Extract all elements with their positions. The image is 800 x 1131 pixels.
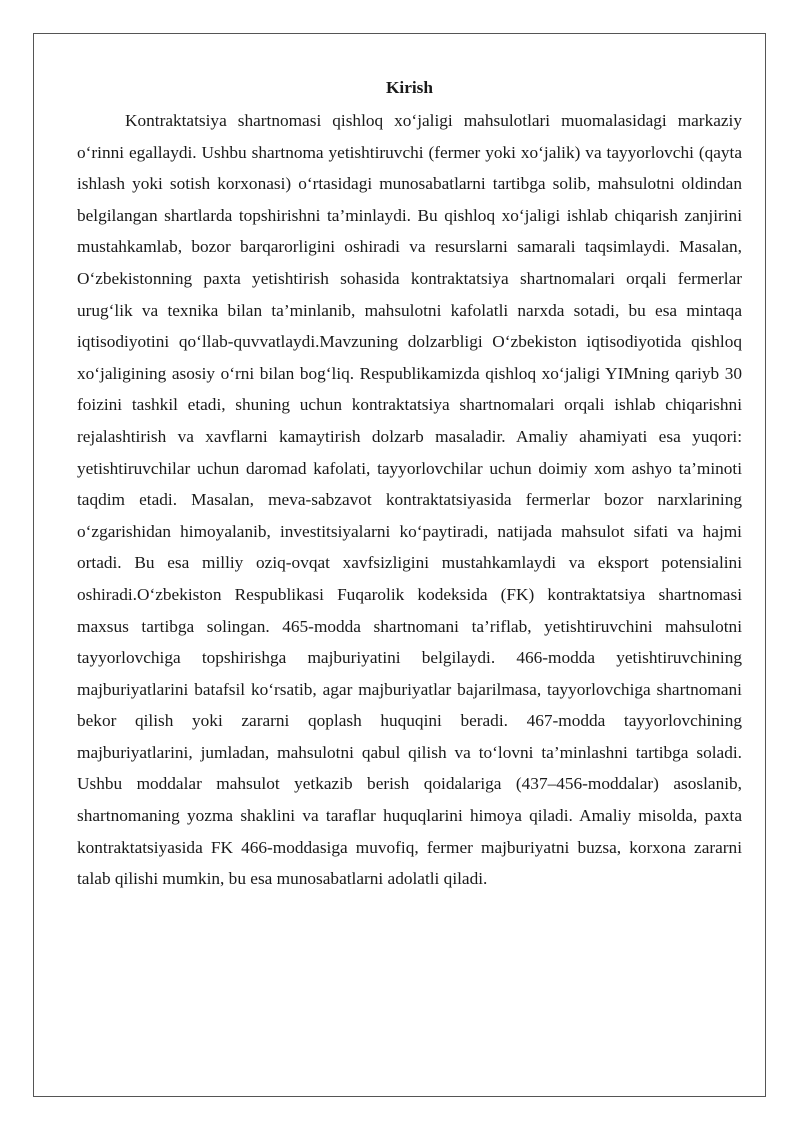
document-title: Kirish xyxy=(385,78,434,97)
body-paragraph: Kontraktatsiya shartnomasi qishloq xo‘jaligi mahsulotlari muomalasidagi markaziy o‘rinni egallaydi. Ushbu shartnoma yetishtiruvchi (fermer yoki xo‘jalik) va tayyorlovchi (qayta ishlash yoki sotish korxonasi) o‘rtasidagi munosabatlarni tartibga solib, mahsulotni oldindan belgilangan shartlarda topshirishni ta’minlaydi. Bu qishloq xo‘jaligi ishlab chiqarish zanjirini mustahkamlab, bozor barqarorligini oshiradi va resurslarni samarali taqsimlaydi. Masalan, O‘zbekistonning paxta yetishtirish sohasida kontraktatsiya shartnomalari orqali fermerlar urug‘lik va texnika bilan ta’minlanib, mahsulotni kafolatli narxda sotadi, bu esa mintaqa iqtisodiyotini qo‘llab-quvvatlaydi.Mavzuning dolzarbligi O‘zbekiston iqtisodiyotida qishloq xo‘jaligining asosiy o‘rni bilan bog‘liq. Respublikamizda qishloq xo‘jaligi YIMning qariyb 30 foizini tashkil etadi, shuning uchun kontraktatsiya shartnomalari orqali ishlab chiqarishni rejalashtirish va xavflarni kamaytirish dolzarb masaladir. Amaliy ahamiyati esa yuqori: yetishtiruvchilar uchun daromad kafolati, tayyorlovchilar uchun doimiy xom ashyo ta’minoti taqdim etadi. Masalan, meva-sabzavot kontraktatsiyasida fermerlar bozor narxlarining o‘zgarishidan himoyalanib, investitsiyalarni ko‘paytiradi, natijada mahsulot sifati va hajmi ortadi. Bu esa milliy oziq-ovqat xavfsizligini mustahkamlaydi va eksport potensialini oshiradi.O‘zbekiston Respublikasi Fuqarolik kodeksida (FK) kontraktatsiya shartnomasi maxsus tartibga solingan. 465-modda shartnomani ta’riflab, yetishtiruvchini mahsulotni tayyorlovchiga topshirishga majburiyatini belgilaydi. 466-modda yetishtiruvchining majburiyatlarini batafsil ko‘rsatib, agar majburiyatlar bajarilmasa, tayyorlovchiga shartnomani bekor qilish yoki zararni qoplash huquqini beradi. 467-modda tayyorlovchining majburiyatlarini, jumladan, mahsulotni qabul qilish va to‘lovni ta’minlashni tartibga soladi. Ushbu moddalar mahsulot yetkazib berish qoidalariga (437–456-moddalar) asoslanib, shartnomaning yozma shaklini va taraflar huquqlarini himoya qiladi. Amaliy misolda, paxta kontraktatsiyasida FK 466-moddasiga muvofiq, fermer majburiyatni buzsa, korxona zararni talab qilishi mumkin, bu esa munosabatlarni adolatli qiladi. xyxy=(77,111,742,889)
document-body xyxy=(77,78,742,895)
